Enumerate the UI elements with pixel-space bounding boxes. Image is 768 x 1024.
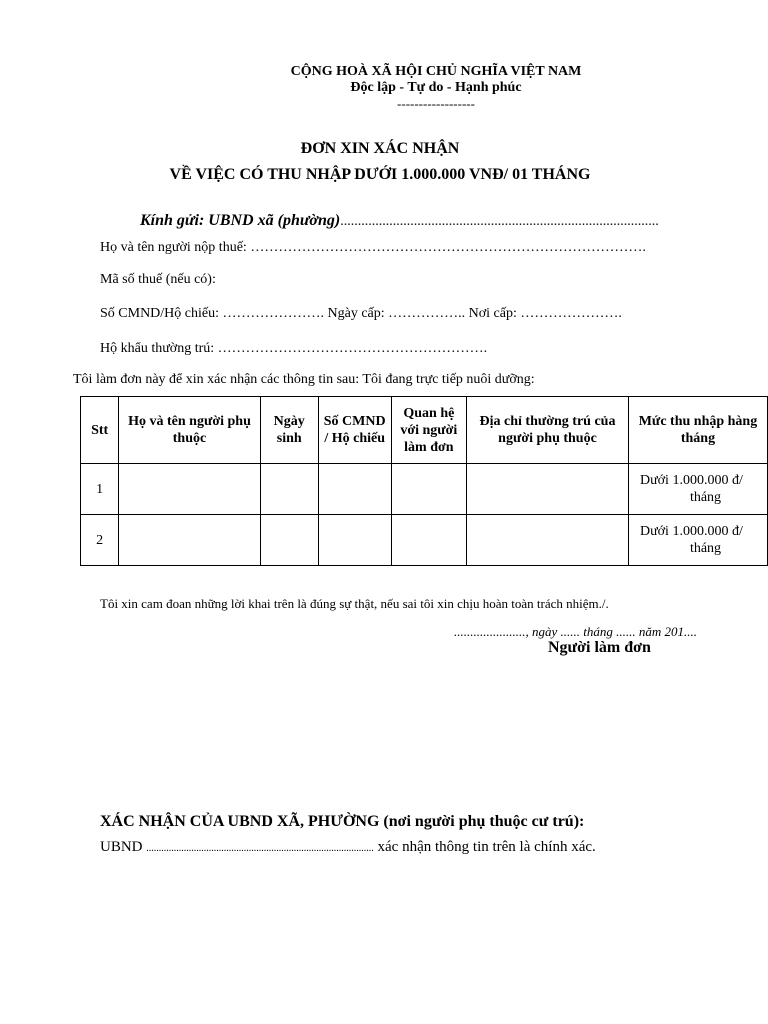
header-stt: Stt (81, 397, 119, 464)
id-field (100, 306, 622, 322)
id-dots: …………………. (222, 306, 324, 321)
table-row (81, 515, 768, 566)
issue-place-dots: …………………. (520, 306, 622, 321)
row-income-line1: Dưới 1.000.000 đ/ (639, 524, 743, 539)
pledge-text: Tôi xin cam đoan những lời khai trên là đúng sự thật, nếu sai tôi xin chịu hoàn toàn trách nhiệm./. (100, 596, 609, 611)
tax-code-label: Mã số thuế (nếu có): (100, 272, 216, 287)
row-income-line2: tháng (689, 541, 722, 556)
header-birth-date: Ngày sinh (260, 397, 318, 464)
taxpayer-name-dots: …………………………………………………………………………. (250, 240, 646, 255)
row-address-cell[interactable] (467, 515, 629, 566)
row-stt: 2 (81, 515, 119, 566)
intro-text: Tôi làm đơn này để xin xác nhận các thông tin sau: Tôi đang trực tiếp nuôi dưỡng: (73, 372, 535, 387)
row-income-line1: Dưới 1.000.000 đ/ (639, 473, 743, 488)
signer-label: Người làm đơn (548, 639, 651, 656)
confirmation-line (100, 839, 596, 856)
residence-dots: …………………………………………………. (217, 341, 488, 356)
row-relationship-cell[interactable] (391, 464, 466, 515)
addressee-dots: ........................................................................................... (340, 214, 659, 229)
confirmation-title: XÁC NHẬN CỦA UBND XÃ, PHƯỜNG (nơi người phụ thuộc cư trú): (100, 813, 585, 830)
issue-date-dots: …………….. (388, 306, 466, 321)
row-id-number-cell[interactable] (318, 515, 391, 566)
table-header-row (81, 397, 768, 464)
dependents-table (80, 396, 768, 566)
row-birth-date-cell[interactable] (260, 515, 318, 566)
nation-heading: CỘNG HOÀ XÃ HỘI CHỦ NGHĨA VIỆT NAM (290, 64, 582, 79)
addressee-line (140, 212, 659, 230)
residence-field (100, 341, 487, 357)
header-address: Địa chỉ thường trú của người phụ thuộc (467, 397, 629, 464)
id-label: Số CMND/Hộ chiếu: (100, 306, 223, 321)
row-id-number-cell[interactable] (318, 464, 391, 515)
residence-label: Hộ khẩu thường trú: (100, 341, 218, 356)
document-title: ĐƠN XIN XÁC NHẬN (300, 140, 460, 157)
row-stt: 1 (81, 464, 119, 515)
date-line: ......................, ngày ...... tháng ...... năm 201.... (454, 624, 698, 639)
row-birth-date-cell[interactable] (260, 464, 318, 515)
row-relationship-cell[interactable] (391, 515, 466, 566)
row-income-line2: tháng (689, 490, 722, 505)
tax-code-field (100, 272, 216, 288)
issue-date-label: Ngày cấp: (324, 306, 389, 321)
confirmation-suffix: xác nhận thông tin trên là chính xác. (373, 839, 596, 855)
header-dependent-name: Họ và tên người phụ thuộc (119, 397, 260, 464)
table-row (81, 464, 768, 515)
header-id-number: Số CMND / Hộ chiếu (318, 397, 391, 464)
row-address-cell[interactable] (467, 464, 629, 515)
document-subtitle: VỀ VIỆC CÓ THU NHẬP DƯỚI 1.000.000 VNĐ/ 01 THÁNG (169, 166, 591, 183)
confirmation-dots: ........................................................................................... (146, 843, 374, 854)
header-relationship: Quan hệ với người làm đơn (391, 397, 466, 464)
row-income-cell (628, 515, 767, 566)
row-income-cell (628, 464, 767, 515)
header-monthly-income: Mức thu nhập hàng tháng (628, 397, 767, 464)
row-dependent-name-cell[interactable] (119, 515, 260, 566)
taxpayer-name-label: Họ và tên người nộp thuế: (100, 240, 251, 255)
confirmation-prefix: UBND (100, 839, 147, 855)
issue-place-label: Nơi cấp: (465, 306, 521, 321)
taxpayer-name-field (100, 240, 646, 256)
row-dependent-name-cell[interactable] (119, 464, 260, 515)
header-separator: ------------------ (397, 96, 475, 111)
motto-heading: Độc lập - Tự do - Hạnh phúc (350, 80, 522, 95)
addressee-label: Kính gửi: UBND xã (phường) (140, 212, 341, 229)
